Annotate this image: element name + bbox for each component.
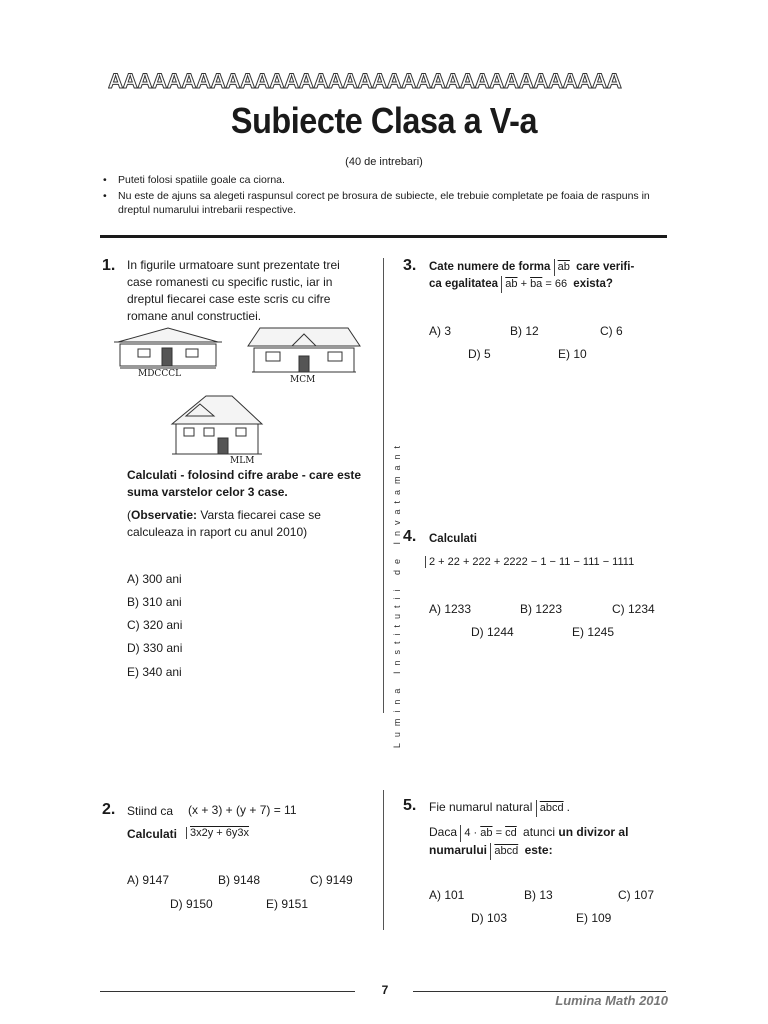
q1-option-c[interactable]: C) 320 ani (127, 618, 183, 632)
q3-option-d[interactable]: D) 5 (468, 347, 491, 361)
q1-option-b[interactable]: B) 310 ani (127, 595, 182, 609)
instruction-item: • Nu este de ajuns sa alegeti raspunsul corect pe brosura de subiecte, ele trebuie completate pe foaia de raspuns in dreptul numarului intrebarii respective. (100, 189, 670, 217)
q3-text-1: Cate numere de forma (429, 261, 551, 273)
q2-option-b[interactable]: B) 9148 (218, 873, 261, 887)
page-subtitle: (40 de intrebari) (345, 156, 423, 168)
q3-option-c[interactable]: C) 6 (600, 324, 623, 338)
question-5-line-2 (429, 824, 669, 860)
house-3-icon (172, 396, 262, 454)
q4-option-d[interactable]: D) 1244 (471, 625, 514, 639)
question-2-expression (186, 827, 249, 839)
question-1-text: In figurile urmatoare sunt prezentate trei case romanesti cu specific rustic, iar in dreptul fiecarei case este scris cu cifre romane anul constructiei. (127, 258, 340, 323)
q4-option-b[interactable]: B) 1223 (520, 602, 563, 616)
observation-text: Varsta fiecarei case se calculeaza in raport cu anul 2010) (127, 508, 321, 539)
column-divider (383, 258, 384, 713)
q5-abcd: abcd (536, 800, 567, 817)
q4-option-a[interactable]: A) 1233 (429, 602, 472, 616)
q5-option-b[interactable]: B) 13 (524, 888, 553, 902)
q3-eq-ab: $\overline{ab}$ (505, 278, 518, 290)
house-2-label: MCM (290, 375, 316, 385)
q3-option-b[interactable]: B) 12 (510, 324, 539, 338)
q1-option-a[interactable]: A) 300 ani (127, 572, 182, 586)
q2-option-e[interactable]: E) 9151 (266, 897, 309, 911)
question-4-label: Calculati (429, 533, 477, 545)
q3-text-4: exista? (573, 278, 613, 290)
houses-illustration (110, 324, 370, 468)
question-2-equation: (x + 3) + (y + 7) = 11 (188, 803, 297, 817)
footer-rule-right (413, 991, 666, 992)
question-3-text (429, 259, 669, 293)
question-1-task: Calculati - folosind cifre arabe - care este suma varstelor celor 3 case. (127, 468, 362, 499)
q3-text-3: ca egalitatea (429, 278, 499, 290)
instructions-list (100, 173, 670, 219)
house-3-label: MLM (230, 456, 255, 466)
column-divider (383, 790, 384, 930)
question-2-number: 2. (102, 801, 116, 818)
q3-option-a[interactable]: A) 3 (429, 324, 452, 338)
q5-text-5: numarului (429, 843, 488, 857)
q2-option-a[interactable]: A) 9147 (127, 873, 170, 887)
q5-text-6: este: (524, 843, 553, 857)
q2-option-d[interactable]: D) 9150 (170, 897, 213, 911)
q5-cond-cd: $\overline{cd}$ (505, 827, 517, 839)
instruction-item: • Puteti folosi spatiile goale ca ciorna. (100, 173, 670, 187)
question-4-number: 4. (403, 528, 417, 545)
q5-option-c[interactable]: C) 107 (618, 888, 655, 902)
q1-option-d[interactable]: D) 330 ani (127, 641, 183, 655)
q5-option-d[interactable]: D) 103 (471, 911, 508, 925)
q3-eq-rest: = 66 (545, 278, 568, 290)
question-2-intro: Stiind ca (127, 804, 174, 818)
q5-text-1: Fie numarul natural (429, 800, 533, 814)
question-1-number: 1. (102, 257, 116, 274)
page-title: Subiecte Clasa a V-a (230, 100, 538, 141)
q5-condition (460, 825, 519, 842)
q4-option-e[interactable]: E) 1245 (572, 625, 615, 639)
header-rule (100, 235, 667, 238)
q5-text-4: un divizor al (558, 825, 629, 839)
q5-abcd-2: abcd (490, 843, 521, 860)
q5-cond-eq: = (495, 827, 503, 839)
house-1-label: MDCCCL (138, 369, 182, 379)
q5-cond-ab: $\overline{ab}$ (480, 827, 493, 839)
expression-value: 3x2y + 6y3x (190, 827, 250, 839)
question-1-observation (127, 507, 367, 541)
q5-text-2: Daca (429, 825, 458, 839)
q3-option-e[interactable]: E) 10 (558, 347, 587, 361)
page-number: 7 (381, 983, 389, 997)
question-4-expression: 2 + 22 + 222 + 2222 − 1 − 11 − 111 − 1111 (425, 556, 634, 568)
question-2-calc-label: Calculati (127, 827, 178, 841)
house-1-icon (114, 328, 222, 368)
q5-option-a[interactable]: A) 101 (429, 888, 465, 902)
q3-text-2: care verifi- (576, 261, 635, 273)
q1-option-e[interactable]: E) 340 ani (127, 665, 182, 679)
question-5-number: 5. (403, 797, 417, 814)
q3-eq-plus: + (520, 278, 527, 290)
house-2-icon (248, 328, 360, 372)
question-5-line-1: Fie numarul natural abcd . (429, 799, 570, 817)
q3-equation (501, 276, 570, 293)
q3-ab: $\overline{ab}$ (554, 259, 573, 276)
q5-cond-a: 4 · (464, 827, 478, 839)
question-3-number: 3. (403, 257, 417, 274)
side-vertical-text: Lumina Institutii de Invatamant (392, 440, 402, 749)
observation-label: Observatie: (131, 508, 198, 522)
q2-option-c[interactable]: C) 9149 (310, 873, 353, 887)
observation-open: ( (127, 508, 131, 522)
footer-rule-left (100, 991, 355, 992)
q5-option-e[interactable]: E) 109 (576, 911, 612, 925)
q5-text-3: atunci (523, 825, 556, 839)
footer-brand: Lumina Math 2010 (555, 993, 668, 1008)
q3-eq-ba: $\overline{ba}$ (530, 278, 543, 290)
header-decoration: AAAAAAAAAAAAAAAAAAAAAAAAAAAAAAAAAAA (108, 70, 622, 93)
q4-option-c[interactable]: C) 1234 (612, 602, 655, 616)
